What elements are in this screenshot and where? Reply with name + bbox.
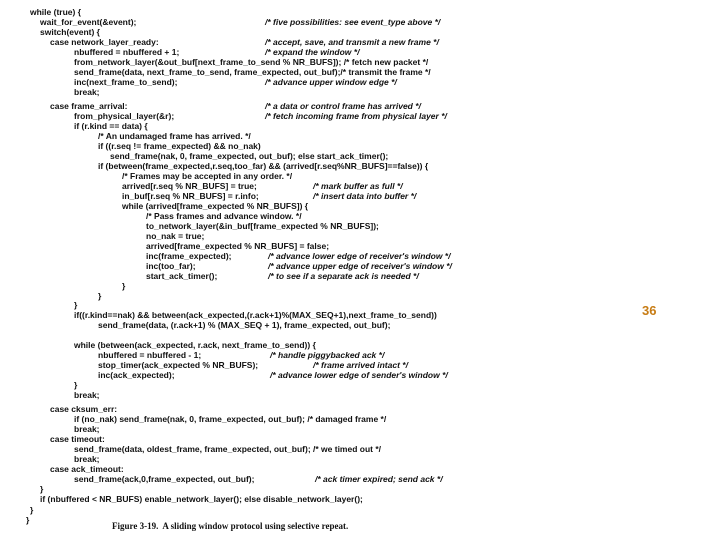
code-comment: /* advance lower edge of receiver's window */: [268, 251, 451, 261]
code-line: inc(frame_expected);: [146, 251, 232, 261]
code-line: case timeout:: [50, 434, 105, 444]
code-line: arrived[frame_expected % NR_BUFS] = false;: [146, 241, 330, 251]
code-line: }: [98, 291, 102, 301]
code-line: }: [122, 281, 126, 291]
code-line: no_nak = true;: [146, 231, 205, 241]
code-line: /* Pass frames and advance window. */: [146, 211, 302, 221]
code-line: inc(too_far);: [146, 261, 196, 271]
page-number: 36: [642, 303, 657, 318]
code-line: inc(next_frame_to_send);: [74, 77, 178, 87]
code-comment: /* advance upper edge of receiver's window */: [268, 261, 452, 271]
code-line: send_frame(nak, 0, frame_expected, out_buf); else start_ack_timer();: [110, 151, 389, 161]
code-line: if ((r.seq != frame_expected) && no_nak): [98, 141, 261, 151]
code-line: }: [30, 505, 34, 515]
code-line: if (between(frame_expected,r.seq,too_far) && (arrived[r.seq%NR_BUFS]==false)) {: [98, 161, 429, 171]
code-comment: /* handle piggybacked ack */: [270, 350, 385, 360]
code-line: arrived[r.seq % NR_BUFS] = true;: [122, 181, 257, 191]
code-comment: /* frame arrived intact */: [313, 360, 408, 370]
code-line: nbuffered = nbuffered - 1;: [98, 350, 202, 360]
code-line: break;: [74, 424, 100, 434]
code-comment: /* advance lower edge of sender's window */: [270, 370, 448, 380]
code-line: inc(ack_expected);: [98, 370, 175, 380]
code-line: /* An undamaged frame has arrived. */: [98, 131, 251, 141]
code-line: send_frame(ack,0,frame_expected, out_buf);: [74, 474, 255, 484]
code-line: }: [74, 380, 78, 390]
code-line: break;: [74, 454, 100, 464]
code-line: break;: [74, 390, 100, 400]
code-line: to_network_layer(&in_buf[frame_expected % NR_BUFS]);: [146, 221, 379, 231]
code-line: }: [40, 484, 44, 494]
code-line: case network_layer_ready:: [50, 37, 159, 47]
figure-caption: Figure 3-19. A sliding window protocol using selective repeat.: [112, 521, 349, 531]
code-line: in_buf[r.seq % NR_BUFS] = r.info;: [122, 191, 259, 201]
code-line: if (no_nak) send_frame(nak, 0, frame_expected, out_buf); /* damaged frame */: [74, 414, 387, 424]
code-line: send_frame(data, (r.ack+1) % (MAX_SEQ + 1), frame_expected, out_buf);: [98, 320, 391, 330]
code-line: send_frame(data, oldest_frame, frame_expected, out_buf); /* we timed out */: [74, 444, 382, 454]
code-comment: /* mark buffer as full */: [313, 181, 403, 191]
code-line: stop_timer(ack_expected % NR_BUFS);: [98, 360, 259, 370]
code-line: nbuffered = nbuffered + 1;: [74, 47, 180, 57]
code-comment: /* five possibilities: see event_type above */: [265, 17, 441, 27]
code-comment: /* fetch incoming frame from physical layer */: [265, 111, 447, 121]
code-comment: /* insert data into buffer */: [313, 191, 417, 201]
code-comment: /* a data or control frame has arrived */: [265, 101, 421, 111]
code-line: from_network_layer(&out_buf[next_frame_to_send % NR_BUFS]); /* fetch new packet */: [74, 57, 429, 67]
code-line: /* Frames may be accepted in any order. */: [122, 171, 293, 181]
code-comment: /* to see if a separate ack is needed */: [268, 271, 419, 281]
code-line: }: [74, 300, 78, 310]
code-comment: /* advance upper window edge */: [265, 77, 397, 87]
code-line: break;: [74, 87, 100, 97]
code-comment: /* ack timer expired; send ack */: [315, 474, 443, 484]
code-line: case ack_timeout:: [50, 464, 124, 474]
code-line: while (true) {: [30, 7, 82, 17]
code-line: start_ack_timer();: [146, 271, 218, 281]
code-line: while (arrived[frame_expected % NR_BUFS]) {: [122, 201, 309, 211]
code-comment: /* accept, save, and transmit a new frame */: [265, 37, 439, 47]
code-comment: /* expand the window */: [265, 47, 360, 57]
code-line: case frame_arrival:: [50, 101, 128, 111]
code-line: }: [26, 515, 30, 525]
code-line: while (between(ack_expected, r.ack, next_frame_to_send)) {: [74, 340, 316, 350]
code-line: from_physical_layer(&r);: [74, 111, 175, 121]
code-line: if (nbuffered < NR_BUFS) enable_network_layer(); else disable_network_layer();: [40, 494, 363, 504]
code-line: case cksum_err:: [50, 404, 118, 414]
code-line: switch(event) {: [40, 27, 100, 37]
code-line: send_frame(data, next_frame_to_send, frame_expected, out_buf);/* transmit the frame */: [74, 67, 431, 77]
code-line: wait_for_event(&event);: [40, 17, 137, 27]
code-line: if((r.kind==nak) && between(ack_expected,(r.ack+1)%(MAX_SEQ+1),next_frame_to_send)): [74, 310, 437, 320]
code-line: if (r.kind == data) {: [74, 121, 148, 131]
